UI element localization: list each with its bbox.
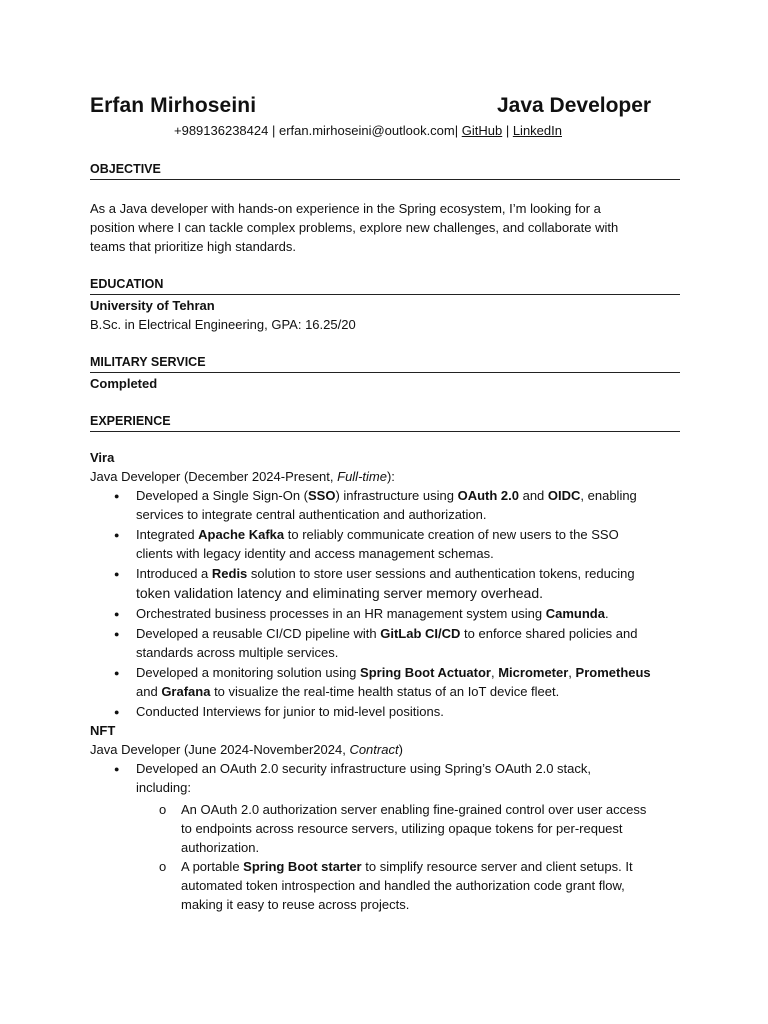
degree-info: B.Sc. in Electrical Engineering, GPA: 16.25/20 [90, 317, 356, 332]
separator: | [268, 123, 279, 138]
experience-bullet: Introduced a Redis solution to store user sessions and authentication tokens, reducing [136, 566, 635, 581]
company-name: NFT [90, 723, 116, 738]
military-status: Completed [90, 376, 158, 391]
phone-number: +989136238424 [174, 123, 269, 138]
experience-bullet: Developed a reusable CI/CD pipeline with GitLab CI/CD to enforce shared policies and [136, 626, 638, 641]
objective-line: As a Java developer with hands-on experience in the Spring ecosystem, I’m looking for a [90, 201, 601, 216]
sub-bullet-icon: o [159, 859, 167, 874]
bullet-icon: ● [114, 668, 120, 678]
separator: | [502, 123, 513, 138]
github-link[interactable]: GitHub [461, 123, 503, 138]
email-address: erfan.mirhoseini@outlook.com [278, 123, 455, 138]
experience-bullet-continued: token validation latency and eliminating server memory overhead. [136, 585, 543, 601]
experience-bullet-continued: and Grafana to visualize the real-time health status of an IoT device fleet. [136, 684, 560, 699]
experience-bullet: Orchestrated business processes in an HR management system using Camunda. [136, 606, 609, 621]
job-role: Java Developer (December 2024-Present, Full-time): [90, 469, 395, 484]
education-heading: EDUCATION [90, 277, 680, 295]
experience-sub-bullet: An OAuth 2.0 authorization server enabling fine-grained control over user access [181, 802, 647, 817]
job-role: Java Developer (June 2024-November2024, Contract) [90, 742, 403, 757]
experience-sub-bullet-continued: making it easy to reuse across projects. [181, 897, 410, 912]
bullet-icon: ● [114, 707, 120, 717]
bullet-icon: ● [114, 530, 120, 540]
experience-bullet-continued: including: [136, 780, 191, 795]
experience-sub-bullet: A portable Spring Boot starter to simplify resource server and client setups. It [181, 859, 633, 874]
experience-bullet-continued: services to integrate central authentication and authorization. [136, 507, 487, 522]
linkedin-link[interactable]: LinkedIn [512, 123, 562, 138]
military-heading: MILITARY SERVICE [90, 355, 680, 373]
experience-bullet-continued: clients with legacy identity and access management schemas. [136, 546, 494, 561]
experience-bullet: Developed an OAuth 2.0 security infrastructure using Spring’s OAuth 2.0 stack, [136, 761, 591, 776]
bullet-icon: ● [114, 609, 120, 619]
candidate-name: Erfan Mirhoseini [90, 94, 257, 117]
sub-bullet-icon: o [159, 802, 167, 817]
contact-line [174, 123, 562, 138]
company-name: Vira [90, 450, 115, 465]
separator: | [454, 123, 462, 138]
experience-heading: EXPERIENCE [90, 414, 680, 432]
objective-line: teams that prioritize high standards. [90, 239, 296, 254]
school-name: University of Tehran [90, 298, 215, 313]
experience-bullet: Integrated Apache Kafka to reliably communicate creation of new users to the SSO [136, 527, 619, 542]
bullet-icon: ● [114, 629, 120, 639]
bullet-icon: ● [114, 764, 120, 774]
bullet-icon: ● [114, 569, 120, 579]
experience-bullet: Developed a Single Sign-On (SSO) infrastructure using OAuth 2.0 and OIDC, enabling [136, 488, 637, 503]
experience-sub-bullet-continued: to endpoints across resource servers, utilizing opaque tokens for per-request [181, 821, 623, 836]
experience-bullet-continued: standards across multiple services. [136, 645, 339, 660]
experience-sub-bullet-continued: automated token introspection and handled the authorization code grant flow, [181, 878, 625, 893]
objective-heading: OBJECTIVE [90, 162, 680, 180]
bullet-icon: ● [114, 491, 120, 501]
experience-sub-bullet-continued: authorization. [181, 840, 260, 855]
experience-bullet: Developed a monitoring solution using Spring Boot Actuator, Micrometer, Prometheus [136, 665, 651, 680]
experience-bullet: Conducted Interviews for junior to mid-level positions. [136, 704, 444, 719]
candidate-title: Java Developer [497, 94, 652, 117]
objective-line: position where I can tackle complex problems, explore new challenges, and collaborate with [90, 220, 619, 235]
